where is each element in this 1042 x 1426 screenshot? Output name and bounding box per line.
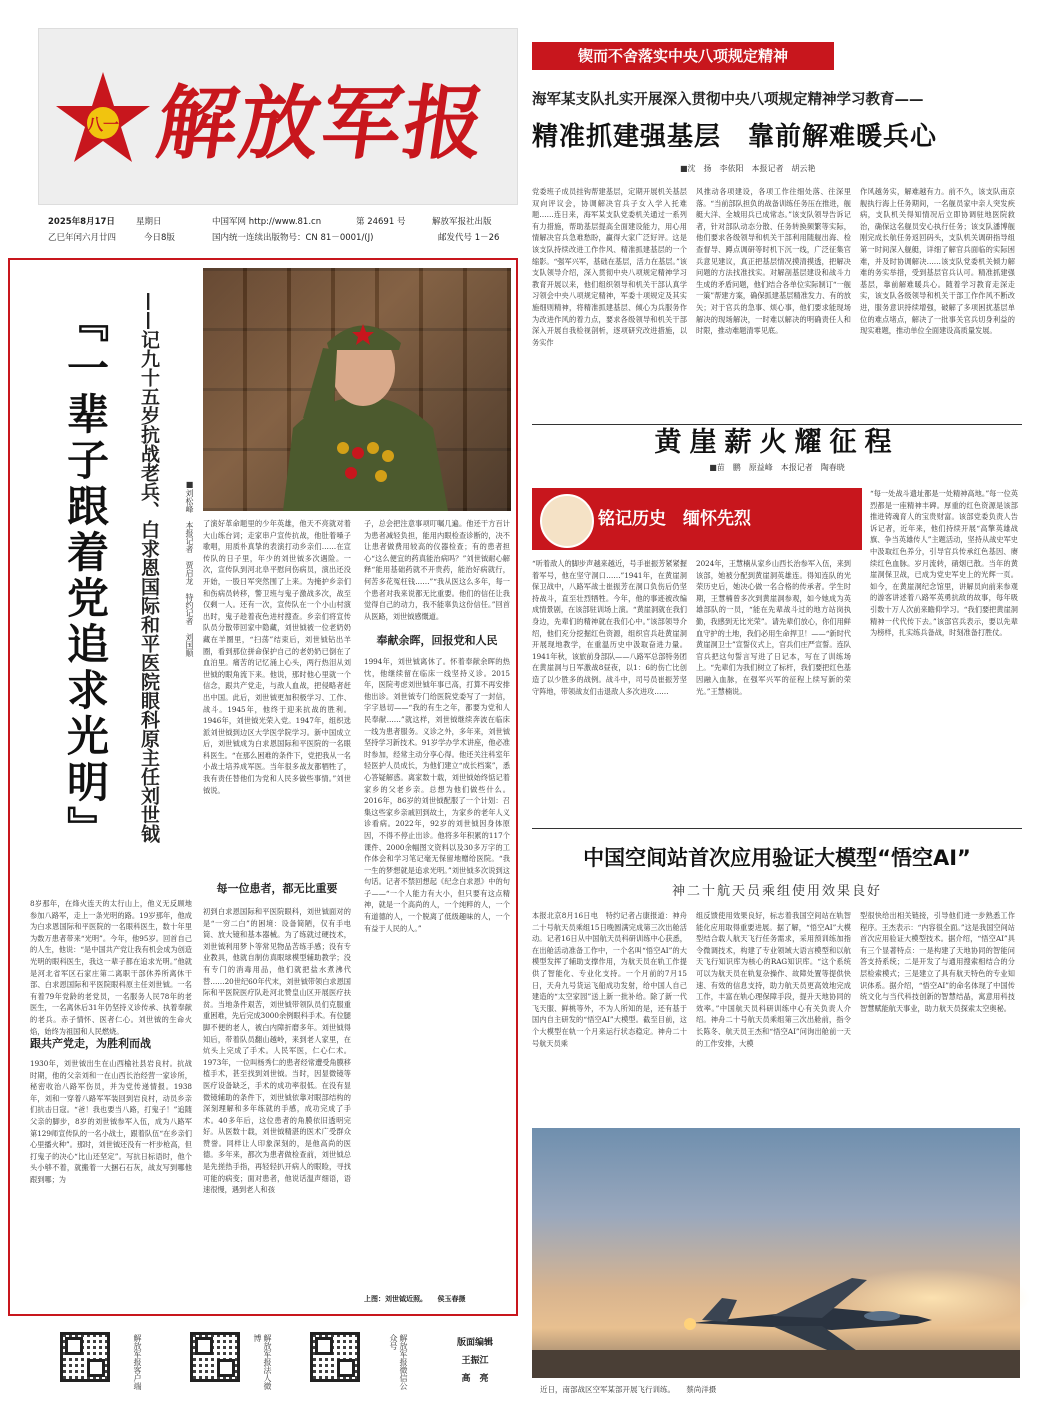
- main-story-subhead-1: 跟共产党走，为胜利而战: [30, 1037, 151, 1050]
- memorial-emblem: [540, 494, 594, 548]
- website: 中国军网 http://www.81.cn: [212, 217, 322, 227]
- space-subheadline: 神二十航天员乘组使用效果良好: [671, 884, 882, 899]
- main-story-subheadline: ——记九十五岁抗战老兵、白求恩国际和平医院眼科原主任刘世钺: [138, 292, 160, 843]
- top-story-col3: 作风越务实，解难越有力。前不久，该支队南京舰执行海上任务期间，一名舰员家中亲人突发疾病，支队机关得知情况后立即协调驻地医院救治，确保这名舰员安心执行任务；该支队潘博舰刚完成长航任务返回码头，支队机关调研指导组第一时间深入舰艇，详细了解官兵面临的实际困难，并及时协调解决……该支队党委机关倾力解难的务实举措，受到基层官兵认可。精准抓建强基层，靠前解难暖兵心。随着学习教育走深走实，该支队各级领导和机关干部工作作风不断改进，服务意识持续增强，破解了多项困扰基层单位的难点堵点，解决了一批事关官兵切身利益的现实难题，推动单位全面建设高质量发展。: [860, 187, 1015, 336]
- space-col1: 本报北京8月16日电 特约记者占康报道：神舟二十号航天员乘组15日晚圆满完成第三次出舱活动。记者16日从中国航天员科研训练中心获悉，在出舱活动准备工作中，一个名叫“悟空AI”的大模型发挥了辅助支撑作用，为航天员在轨工作提供了智能化、专业化支持。一个月前的7月15日，天舟九号货运飞船成功发射，给中国人自己建造的“太空家园”送上新一批补给。除了新一代飞天服、鲜桃等外，不为人所知的是，还有基于国内自主研发的“悟空AI”大模型。截至目前，这个大模型在轨一个月来运行状态稳定。神舟二十号航天员乘: [532, 911, 687, 1048]
- page-count: 今日8版: [144, 233, 175, 243]
- qr-code-wechat[interactable]: [310, 1332, 360, 1382]
- publisher: 解放军报社出版: [432, 217, 492, 227]
- space-col3: 型很快给出相关链接，引导他们进一步熟悉工作程序。王杰表示：“内容很全面。”这是我国空间站首次应用验证大模型技术。据介绍，“悟空AI”具有三个显著特点：一是构建了天地协同的智能问答支持系统；二是开发了与通用搜索相结合的分层检索模式；三是建立了具有航天特色的专业知识体系。据介绍，“悟空AI”的命名体现了中国传统文化与当代科技创新的智慧结晶，寓意用科技智慧赋能航天事业，助力航天员探索太空奥秘。: [860, 911, 1015, 1013]
- qr-label-wechat: 解放军报微信公众号: [389, 1334, 408, 1390]
- jet-photo: [532, 1128, 1020, 1378]
- top-story-kicker: 海军某支队扎实开展深入贯彻中央八项规定精神学习教育——: [532, 92, 924, 108]
- qr-label-weibo: 解放军报法人微博: [253, 1334, 272, 1390]
- main-story-headline[interactable]: 『一辈子跟着党追求光明』: [61, 300, 110, 852]
- memorial-headline[interactable]: 黄崖薪火耀征程: [654, 427, 900, 458]
- editor-info: [440, 1334, 510, 1388]
- issue-date: 2025年8月17日: [48, 217, 115, 227]
- svg-text:八一: 八一: [86, 115, 120, 134]
- lunar-date: 乙巳年闰六月廿四: [48, 233, 117, 243]
- main-story-subhead-3: 奉献余晖，回报党和人民: [376, 634, 498, 647]
- memorial-col1: “听着敌人的脚步声越来越近，号手崔振芳紧紧握着军号，他在坚守洞口……”1941年，在黄崖洞保卫战中，八路军战士崔振芳在洞口负伤后仍坚持战斗，直至壮烈牺牲。今年，他的事迹被改编成情景剧，在该部驻训场上演。“黄崖洞就在我们身边，先辈们的精神就在我们心中。”该部领导介绍，他们充分挖掘红色资源，组织官兵赴黄崖洞开展现地教学，在重温历史中汲取奋进力量。1941年秋，该旅前身部队——八路军总部特务团在黄崖洞与日军激战8昼夜，以1：6的伤亡比创造了以少胜多的战例。战斗中，司号员崔振芳坚守阵地，带领战友们击退敌人多次进攻……: [532, 559, 687, 696]
- main-story-col2b: 初到白求恩国际和平医院眼科，刘世钺面对的是“一穷二白”的困境：设备简陋，仅有手电筒、放大镜和基本器械。为了练就过硬技术，刘世钺利用梦卜等常见物品苦练手感；没有专业教具，他就自制仿真眼球模型辅助教学；没有专门的消毒用品，他们就把盐水煮沸代替……20世纪60年代末，刘世钺带领白求恩国际和平医院医疗队赴河北赞皇山区开展医疗扶贫。当地条件艰苦，刘世钺带领队员们克服重重困难，先后完成3000余例眼科手术。有位腿脚不便的老人，被白内障折磨多年。刘世钺得知后，带着队员翻山越岭，来到老人家里，在炕头上完成了手术。人民军医，仁心仁术。1973年，一位叫杨秀仁的患者经常遭受角膜移植手术，甚至找到刘世钺。当时，因显微镜等医疗设备缺乏，手术的成功率很低。在没有显微镜辅助的条件下，刘世钺依靠对眼部结构的深刻理解和多年练就的手感，成功完成了手术。40多年后，这位患者的角膜依旧透明完好。从医数十载，刘世钺精湛的医术广受群众赞誉。同样让人印象深刻的，是他高尚的医德。多年来，都次为患者做检查前，刘世钺总是先搓热手指，再轻轻扒开病人的眼睑，寻找可能的病变；面对患者，他说话温声细语，语速很慢，遇到老人和孩: [203, 907, 351, 1195]
- main-story-col2a: 了演好革命题里的少年英雄，他天不亮就对着大山练台词；走家串户宣传抗战，他肚着嗓子歌唱，用质朴真挚的表演打动乡亲们……在宣传队的日子里，年少的刘世钺多次遇险。一次，宣传队到河北阜平慰问伤病员，演出还没开始，一股日军突然围了上来。为掩护乡亲们和伤病员转移，警卫班与鬼子激战多次，战至仅剩一人。还有一次，宣传队在一个小山村演出时，鬼子趁着夜色进村搜查。乡亲们将宣传队员分散带回家中隐藏，刘世钺被一位老奶奶藏在羊圈里，“扫荡”结束后，刘世钺钻出羊圈，看到那位拼命保护自己的老奶奶已倒在了血泊里。痛苦的记忆涌上心头，两行热泪从刘世钺的眼角流下来。他说，那时他心里就一个信念，跟共产党走，与敌人血战，把侵略者赶出中国。此后，刘世钺更加积极学习、工作、战斗。1945年，他终于迎来抗战的胜利。1946年，刘世钺光荣入党。1947年，组织选派刘世钺到边区大学医学院学习。新中国成立后，刘世钺成为白求恩国际和平医院的一名眼科医生。“在那么困难的条件下，党把我从一名小战士培养成军医。当年很多战友都牺牲了，我有责任替他们为党和人民多做些事情。”刘世钺说。: [203, 519, 351, 795]
- editor-name-1: 王振江: [461, 1356, 489, 1366]
- top-story-col2: 风推动各项建设，各项工作往细处落、往深里落。“当前部队担负的战备训练任务压在推进，舰艇大洋、全城用兵已成常态。”该支队领导告诉记者，针对部队动态分散、任务转换频繁等实际，他们要求各级领导和机关干部利用随舰出海、检查督导、蹲点调研等时机下沉一线，广泛征集官兵意见建议，真正把基层情况摸清摸透，把解决问题的方法找准找实。对解剖基层建设和战斗力生成的矛盾问题，他们结合各单位实际制订“一舰一策”帮建方案，确保抓建基层精准发力、有的放矢；对于官兵的急事、烦心事，他们要求能现场解决的现场解决，一时难以解决的明确责任人和时限，推动难题清零见底。: [696, 187, 851, 336]
- memorial-column-title: 铭记历史 缅怀先烈: [598, 509, 751, 529]
- qr-code-weibo[interactable]: [190, 1332, 240, 1382]
- divider: [532, 828, 1022, 829]
- memorial-column-tag: [532, 488, 862, 550]
- top-story-col1: 党委班子成员挂钩帮建基层，定期开展机关基层双向评议会，协调解决官兵子女入学入托难题……连日来，海军某支队党委机关通过一系列有力措施，帮助基层提高全面建设能力，用心用情解决官兵急难愁盼，赢得大家广泛好评。这是该支队持续改进工作作风、精准抓建基层的一个缩影。“强军兴军，基础在基层，活力在基层。”该支队领导介绍，深入贯彻中央八项规定精神学习教育开展以来，他们组织领导和机关干部认真学习领会中央八项规定精神，军委十项规定及其实施细则精神，将精准抓建基层、倾心为兵服务作为改进作风的着力点，要求各级领导和机关干部深入开展自我检视剖析，逐项研究改进措施，以务实作: [532, 187, 687, 347]
- banner-tag: 锲而不舍落实中央八项规定精神: [532, 42, 834, 70]
- qr-code-client[interactable]: [60, 1332, 110, 1382]
- issue-number: 第 24691 号: [356, 217, 406, 227]
- memorial-byline: ■苗 鹏 原益峰 本报记者 陶春晓: [709, 463, 845, 472]
- memorial-col3: “每一处战斗遗址都是一处精神高地。”每一位英烈都是一座精神丰碑。厚重的红色资源是该部推进铸魂育人的宝贵财富。该部党委负责人告诉记者，近年来，他们持续开展“高擎英雄战旗、争当英雄传人”主题活动，坚持从战史军史中汲取红色养分，引导官兵传承红色基因、赓续红色血脉。岁月流转，硝烟已散。当年的黄崖洞保卫战，已成为党史军史上的光辉一页。如今，在黄崖洞纪念馆里，讲解员向前来参观的游客讲述着八路军英勇抗敌的故事，每年吸引数十万人次前来瞻仰学习。“我们要把黄崖洞精神一代代传下去。”该部官兵表示，要以先辈为榜样，扎实练兵备战，时刻准备打胜仗。: [870, 489, 1018, 638]
- editor-name-2: 高 亮: [461, 1374, 489, 1384]
- top-story-byline: ■沈 扬 李依阳 本报记者 胡云艳: [680, 164, 816, 173]
- main-photo-caption: 上图：刘世钺近照。 侯玉春摄: [364, 1295, 466, 1303]
- postal-code: 邮发代号 1－26: [438, 233, 500, 243]
- editor-label: 版面编辑: [456, 1338, 493, 1348]
- space-col2: 组反馈使用效果良好，标志着我国空间站在轨智能化应用取得重要进展。据了解，“悟空AI”大模型结合载人航天飞行任务需求，采用预训练加指令微调技术，构建了专业领域大语言模型和以航天飞行知识库为核心的RAG知识库。“这个系统可以为航天员在轨复杂操作、故障处置等提供快速、有效的信息支持，助力航天员更高效地完成工作，丰富在轨心理保障手段，提升天地协同的效率。”中国航天员科研训练中心有关负责人介绍。神舟二十号航天员乘组第三次出舱前，指令长陈冬、航天员王杰和“悟空AI”问询出舱前一天的工作安排，大模: [696, 911, 851, 1048]
- masthead: [38, 28, 518, 205]
- weekday: 星期日: [136, 217, 162, 227]
- main-story-subhead-2: 每一位患者，都无比重要: [216, 882, 338, 895]
- masthead-info: [44, 214, 516, 250]
- main-story-lead: 8岁那年，在烽火连天的太行山上，他义无反顾地参加八路军，走上一条光明的路。19岁那年，他成为白求恩国际和平医院的一名眼科医生，数十年里为数万患者带来“光明”。今年，他95岁。回首自己的人生，他说：“是中国共产党让我有机会成为创造光明的眼科医生，我这一辈子都在追求光明。”他就是河北省军区石家庄第二离职干部休养所离休干部、白求恩国际和平医院眼科原主任刘世钺。一名有着79年党龄的老党员，一名服务人民78年的老医生，一名离休后31年仍坚持义诊传承、执着奉献的老兵。赤子情怀、医者仁心。刘世钺的生命火焰，始终为祖国和人民燃烧。: [30, 899, 192, 1036]
- top-story-headline[interactable]: 精准抓建强基层 靠前解难暖兵心: [532, 122, 938, 152]
- ground: [532, 1350, 1020, 1378]
- jet-photo-caption: 近日，南部战区空军某部开展飞行训练。 蔡尚洋摄: [540, 1385, 717, 1394]
- main-story-col3a: 子，总会把注意事项叮嘱几遍。他还干方百计为患者减轻负担，能用内眼检查诊断的，决不让患者做费用较高的仪器检查；有的患者担心“这么便宜的药真能治病吗？”刘世钺耐心解释“能用基础药就不开贵药，能治好病就行，何苦多花冤枉钱……”“我从医这么多年，每一个患者对我来说都无比重要。他们的信任让我觉得自己的动力，我不能辜负这份信任。”回首从医路，刘世钺感慨道。: [364, 519, 510, 621]
- main-story-col1b: 1930年，刘世钺出生在山西榆社县岩良村。抗战时期，他的父亲刘和一在山西长治经营一家诊所，秘密收治八路军伤员，并为党传递情报。1938年，刘和一穿着八路军军装回到岩良村，动员乡亲们抗击日寇。“爸！我也要当八路，打鬼子！”追随父亲的脚步，8岁的刘世钺参军入伍，成为八路军第129师宣传队的一名小战士，跟着队伍“在乡亲们心里播火种”。那时，刘世钺还没有一杆步枪高，但打鬼子的决心“比山还坚定”。写抗日标语时，他个头小够不着，就搬着一大捆石石灰，战友写到哪他跟到哪；为: [30, 1059, 192, 1184]
- main-story-col3b: 1994年，刘世钺离休了。怀着奉献余晖的热忱，他继续留在临床一线坚持义诊。2015年，医院考虑刘世钺年事已高，打算不再安排他出诊。刘世钺专门给医院党委写了一封信，字字恳切——“我的有生之年，都要为党和人民奉献……”就这样，刘世钺继续奔波在临床一线为患者服务。义诊之外，多年来，刘世钺坚持学习新技术。91岁学办学术讲座，他必准时参加，经常主动分享心得。他还关注科室年轻医护人员成长，为他们建立“成长档案”，悉心答疑解惑。离家数十载，刘世钺始终惦记着家乡的父老乡亲。总想为他们做些什么。2016年，86岁的刘世钺配服了一个计划：召集这些家乡亲戚回到故土，为家乡的老年人义诊看病。2022年，92岁的刘世钺因身体原因，不得不停止出诊。他将多年积累的117个课件、2000余幅图文资料以及30多万字的工作体会和学习笔记毫无保留地赠给医院。“我一生的梦想就是追求光明。”刘世钺多次说到这句话。记者不禁回想起《纪念白求恩》中的句子——“一个人能力有大小，但只要有这点精神，就是一个高尚的人，一个纯粹的人，一个有道德的人，一个脱离了低级趣味的人，一个有益于人民的人。”: [364, 657, 510, 933]
- cn-number: 国内统一连续出版物号：CN 81－0001/(J): [212, 233, 374, 243]
- space-headline[interactable]: 中国空间站首次应用验证大模型“悟空AI”: [583, 846, 971, 870]
- red-star-emblem: [53, 69, 153, 169]
- main-story-byline: ■刘松峰 本报记者 贾启龙 特约记者 刘国顺: [185, 480, 194, 657]
- qr-label-client: 解放军报客户端: [133, 1334, 142, 1390]
- masthead-title: 解放军报: [151, 76, 493, 170]
- memorial-col2: 2024年，王慧楠从家乡山西长治参军入伍，来到该部，她被分配到黄崖洞英雄连。得知连队的光荣历史后，她决心做一名合格的传承者。学生时期，王慧楠曾多次到黄崖洞参观，如今她成为英雄部队的一员，“能在先辈战斗过的地方站岗执勤，我感到无比光荣”。请先辈们放心，你们用鲜血守护的土地，我们必用生命捍卫！——“新时代黄崖洞卫士”宣誓仪式上，官兵们庄严宣誓。连队官兵把这句誓言写进了日记本，写在了训练场上。“先辈们为我们树立了标杆，我们要把红色基因融入血脉，在强军兴军的征程上续写新的荣光。”王慧楠说。: [696, 559, 851, 696]
- veteran-photo: [203, 268, 511, 511]
- veteran-figure: [263, 288, 463, 511]
